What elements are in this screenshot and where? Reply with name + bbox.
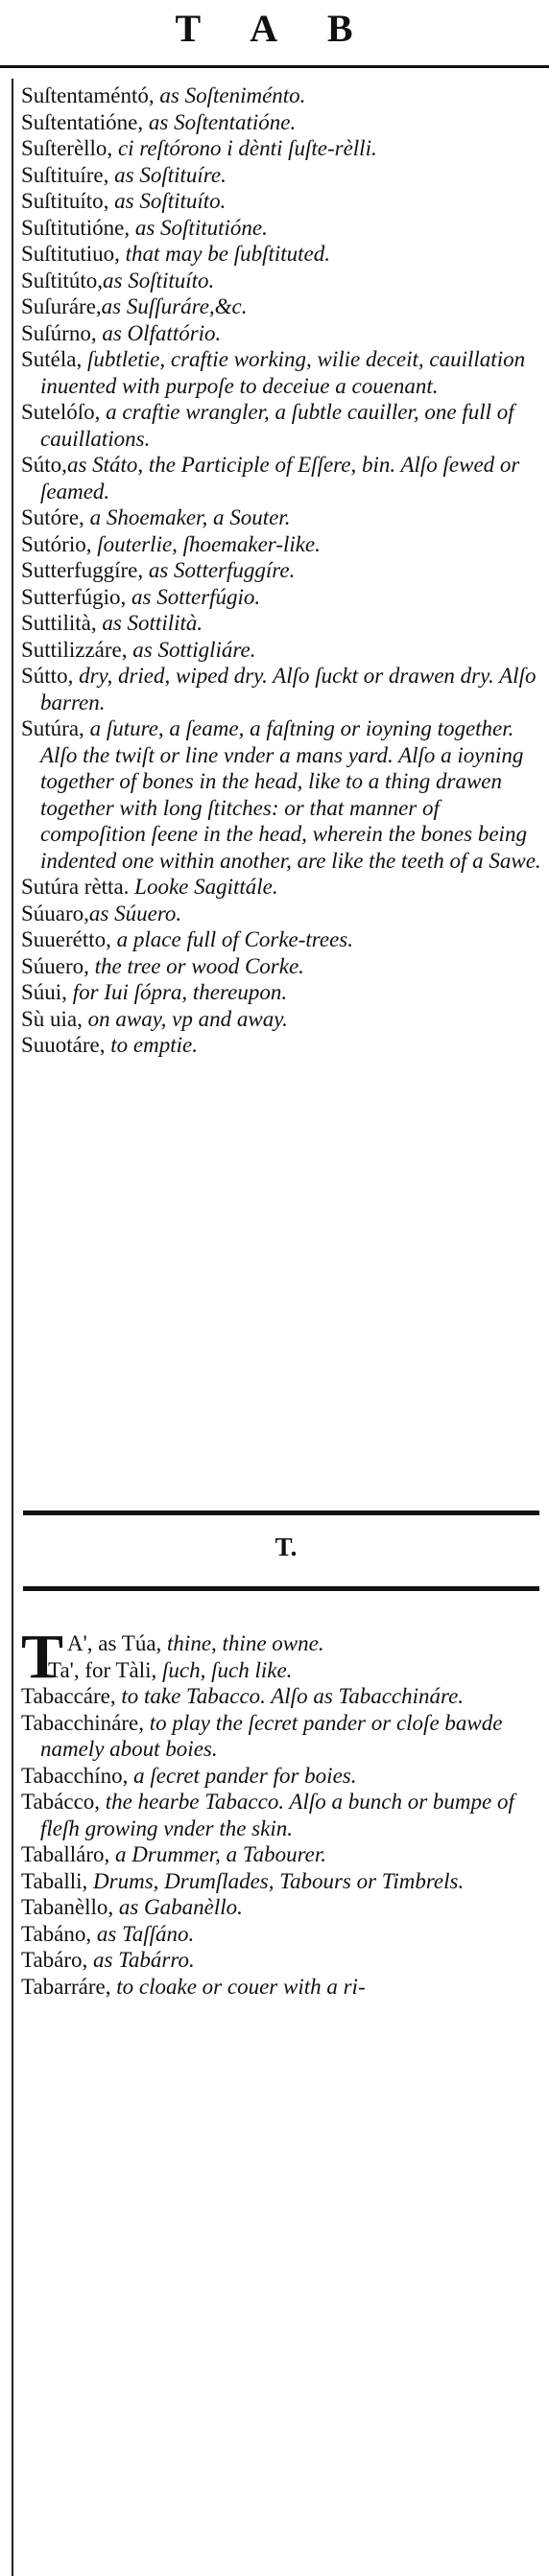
headword: Tabáro, [21,1948,88,1972]
headword: Suſtitutióne, [21,215,131,240]
gloss: a ſecret pander for boies. [128,1763,357,1788]
dictionary-entry [21,399,543,452]
gloss: as Soſtentatióne. [143,109,297,134]
headword: Tabaccáre, [21,1684,116,1708]
headword: Ta', for Tàli, [48,1657,157,1682]
gloss: as Suſſuráre,&c. [101,294,248,318]
gloss: on away, vp and away. [82,1006,288,1031]
headword: Súuaro, [21,901,89,925]
gloss: to play the ſecret pander or cloſe bawde namely about boies. [40,1710,503,1761]
gloss: as Sotterfúgio. [126,584,261,609]
dictionary-entry [21,109,543,136]
gloss: as Taſſáno. [91,1921,195,1946]
gloss: as Gabanèllo. [113,1895,243,1919]
headword: Suttilità, [21,611,97,635]
headword: Suſúrno, [21,320,97,345]
gloss: ſuch, ſuch like. [156,1657,293,1682]
headword: Sutéla, [21,347,83,371]
gloss: the hearbe Tabacco. Alſo a bunch or bumpe of fleſh growing vnder the skin. [40,1790,514,1840]
gloss: a Drummer, a Tabourer. [109,1842,327,1866]
dictionary-entry [21,188,543,215]
running-head: T A B [175,7,374,50]
headword: Tabanèllo, [21,1895,114,1919]
gloss: a craftie wrangler, a ſubtle cauiller, one full of cauillations. [40,400,514,451]
headword: Sutúra, [21,716,84,740]
headword: Suttilizzáre, [21,637,128,662]
dictionary-entry [21,1032,543,1059]
gloss: a Shoemaker, a Souter. [84,505,291,529]
headword: Suſtitúto, [21,268,103,293]
gloss: as Státo, the Participle of Eſſere, bin. Alſo ſewed or ſeamed. [40,453,520,503]
gloss: for Iui ſópra, thereupon. [66,980,288,1004]
headword: Súto, [21,453,67,477]
dictionary-entry [21,901,543,927]
dictionary-entry [21,215,543,242]
section-heading: T. [274,1533,298,1561]
dictionary-entry [21,1710,543,1763]
dictionary-entry [21,241,543,268]
gloss: as Soſtitutióne. [130,215,268,240]
headword: Súuero, [21,953,89,978]
dictionary-entry [21,1657,543,1684]
headword: Suuotáre, [21,1033,106,1057]
dictionary-entry [21,584,543,611]
gloss: ſubtletie, craftie working, wilie deceit, cauillation inuented with purpoſe to deceiue a couenant. [40,347,526,398]
dictionary-entry [21,1974,543,2001]
headword: Taballáro, [21,1842,110,1866]
dictionary-entry [21,1006,543,1033]
dictionary-entry [21,874,543,901]
headword: Suſterèllo, [21,136,113,160]
gloss: as Sottigliáre. [127,637,256,662]
gloss: as Soſtituíre. [108,162,227,187]
headword: Sù uia, [21,1006,83,1031]
dictionary-entry [21,346,543,399]
headword: Suſtituíto, [21,189,109,213]
gloss: Looke Sagittále. [129,875,278,899]
headword: Sutelóſo, [21,400,101,424]
gloss: as Soſtituíto. [108,189,227,213]
headword: Suſtentaméntó, [21,83,155,107]
headword: Sutterfúgio, [21,584,127,609]
gloss: to take Tabacco. Alſo as Tabacchináre. [115,1684,465,1708]
dictionary-entry [21,268,543,294]
headword: Sutterfuggíre, [21,558,144,582]
headword: Súui, [21,980,67,1004]
dictionary-entry [21,452,543,504]
headword: Suſtitutiuo, [21,242,120,266]
section-rule-top [23,1510,539,1515]
headword: Sutório, [21,531,92,556]
headword: Suuerétto, [21,927,111,951]
dictionary-entry [21,135,543,162]
gloss: ci reſtórono i dènti ſuſte-rèlli. [112,136,377,160]
dictionary-entry [21,1789,543,1841]
gloss: as Tabárro. [87,1948,195,1972]
dictionary-entry [21,1921,543,1948]
gloss: that may be ſubſtituted. [119,242,330,266]
headword: Sutóre, [21,505,84,529]
headword: Taballi, [21,1868,88,1893]
section-rule-bottom [23,1586,539,1591]
gloss: the tree or wood Corke. [88,953,304,978]
dictionary-entry [21,610,543,637]
gloss: as Olfattório. [96,320,222,345]
dictionary-entry [21,320,543,347]
dictionary-entry [21,715,543,874]
headword: Suſtituíre, [21,162,109,187]
headword: Sútto, [21,664,74,688]
headword: Sutúra rètta. [21,875,130,899]
dictionary-entry [21,1763,543,1790]
gloss: as Soſteniménto. [154,83,306,107]
gloss: as Sottilità. [96,611,203,635]
dictionary-entry [21,953,543,980]
dictionary-entry [21,1868,543,1895]
dictionary-entry [21,162,543,189]
dictionary-entry [21,531,543,558]
gloss: Drums, Drumſlades, Tabours or Timbrels. [87,1868,465,1893]
dictionary-entry [21,663,543,715]
head-rule [0,65,549,68]
gloss: ſouterlie, ſhoemaker-like. [91,531,321,556]
gloss: thine, thine owne. [161,1631,324,1655]
headword: Tabacchíno, [21,1763,129,1788]
dictionary-entry [21,926,543,953]
entries-top [21,82,543,1059]
dictionary-entry [21,637,543,664]
headword: Suſuráre, [21,294,102,318]
dictionary-entry [21,293,543,320]
drop-cap: T [21,1622,64,1692]
dictionary-entry [21,82,543,109]
dictionary-entry [21,557,543,584]
gloss: as Súuero. [88,901,182,925]
headword: Tabáno, [21,1921,92,1946]
gloss: as Soſtituíto. [103,268,215,293]
dictionary-entry [21,1683,543,1710]
headword: Tabarráre, [21,1974,111,1999]
gloss: dry, dried, wiped dry. Alſo ſuckt or drawen dry. Alſo barren. [40,664,537,714]
gloss: a ſuture, a ſeame, a faſtning or ioyning together. Alſo the twiſt or line vnder a mans yard. Alſo a ioyning together of bones in the head, like to a thing drawen together with long ſtitches: or that manner of compoſition ſeene in the head, wherein the bones being indented one within another, are like the teeth of a Sawe. [40,716,541,873]
dictionary-entry [21,1947,543,1974]
dictionary-entry [21,1894,543,1921]
dictionary-entry [21,979,543,1006]
headword: Tabácco, [21,1790,101,1814]
headword: Tabacchináre, [21,1710,144,1735]
dictionary-entry [21,1841,543,1868]
headword: A', as Túa, [67,1631,162,1655]
entries-t [21,1622,543,2000]
gloss: to emptie. [105,1033,198,1057]
dictionary-entry [21,504,543,531]
gloss: as Sotterfuggíre. [143,558,296,582]
headword: Suſtentatióne, [21,109,144,134]
gloss: a place full of Corke-trees. [110,927,353,951]
gloss: to cloake or couer with a ri- [110,1974,366,1999]
